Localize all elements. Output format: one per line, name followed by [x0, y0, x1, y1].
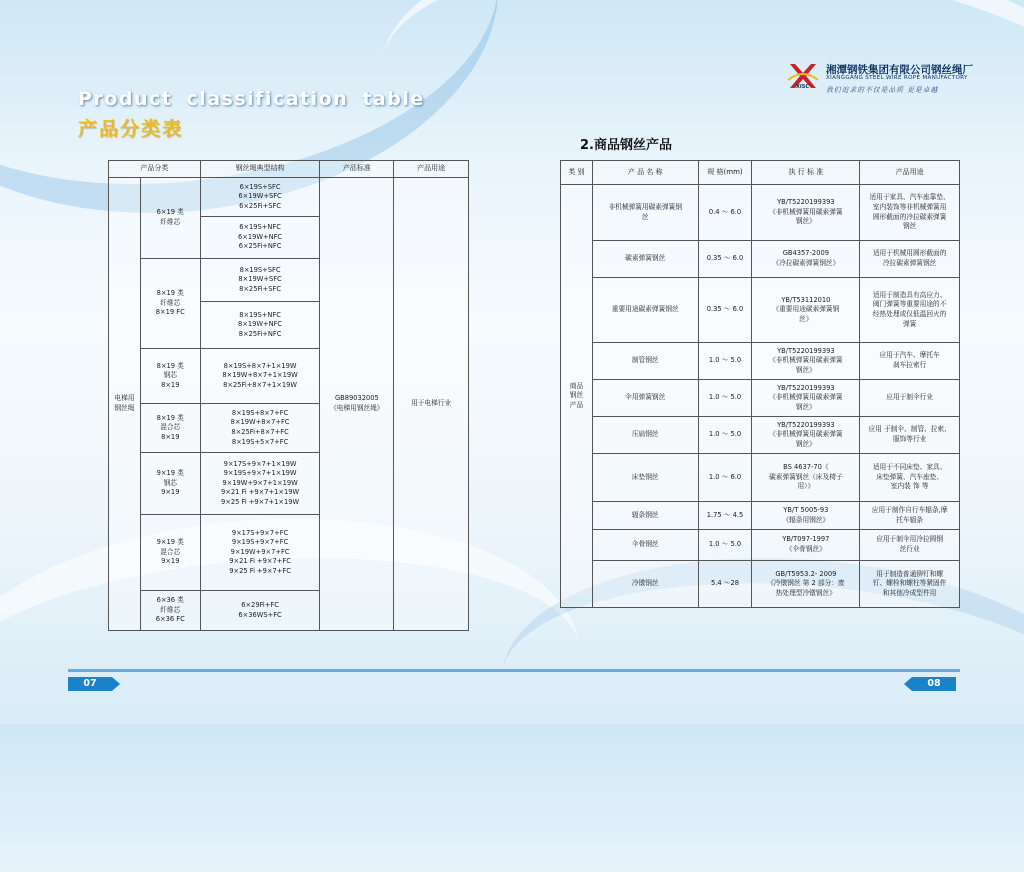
spec-cell: 1.75 ～ 4.5: [698, 502, 752, 530]
table-row: [561, 502, 960, 530]
usage-cell: 用于电梯行业: [394, 178, 469, 631]
product-name: 伞骨钢丝: [592, 530, 698, 561]
structure-cell: 8×19S+8×7+1×19W 8×19W+8×7+1×19W 8×25Fi+8×7+1×19W: [200, 349, 320, 404]
group-label: 9×19 类 钢芯 9×19: [140, 453, 200, 515]
usage-cell: 应用于制伞行业: [860, 380, 960, 417]
group-label: 6×36 类 纤维芯 6×36 FC: [140, 591, 200, 631]
group-label: 8×19 类 混合芯 8×19: [140, 404, 200, 453]
commercial-wire-table: [560, 160, 960, 608]
group-label: 6×19 类 纤维芯: [140, 178, 200, 259]
usage-cell: 应用于汽车、摩托车 刹车拉索行: [860, 343, 960, 380]
product-name: 床垫钢丝: [592, 454, 698, 502]
structure-cell: 6×19S+SFC 6×19W+SFC 6×25Fi+SFC: [200, 178, 320, 217]
spec-cell: 1.0 ～ 5.0: [698, 380, 752, 417]
footer-rule: [68, 669, 520, 672]
column-header: 产品分类: [109, 161, 201, 178]
page-number-left: 07: [68, 677, 112, 691]
table-header-row: [561, 161, 960, 185]
category-cell: 电梯用 钢丝绳: [109, 178, 141, 631]
structure-cell: 6×19S+NFC 6×19W+NFC 6×25Fi+NFC: [200, 217, 320, 259]
structure-cell: 8×19S+SFC 8×19W+SFC 8×25Fi+SFC: [200, 259, 320, 302]
product-name: 碳素弹簧钢丝: [592, 241, 698, 278]
table-row: [561, 278, 960, 343]
structure-cell: 8×19S+NFC 8×19W+NFC 8×25Fi+NFC: [200, 302, 320, 349]
product-name: 冷镦钢丝: [592, 561, 698, 608]
usage-cell: 应用于制伞用冷拉圆钢 丝行业: [860, 530, 960, 561]
product-name: 重要用途碳素弹簧钢丝: [592, 278, 698, 343]
usage-cell: 用于制造普通铆钉和螺 钉、螺栓和螺柱等紧固件 和其他冷成型件用: [860, 561, 960, 608]
company-name-cn: 湘潭钢铁集团有限公司钢丝绳厂: [826, 64, 973, 76]
spec-cell: 0.35 ～ 6.0: [698, 241, 752, 278]
spec-cell: 1.0 ～ 5.0: [698, 417, 752, 454]
spec-cell: 1.0 ～ 6.0: [698, 454, 752, 502]
product-name: 辐条钢丝: [592, 502, 698, 530]
page-title-chinese: 产品分类表: [78, 118, 184, 140]
column-header: 产品标准: [320, 161, 394, 178]
category-cell: 商品 钢丝 产品: [561, 185, 593, 608]
structure-cell: 9×17S+9×7+1×19W 9×19S+9×7+1×19W 9×19W+9×7+1×19W 9×21 Fi +9×7+1×19W 9×25 Fi +9×7+1×19W: [200, 453, 320, 515]
table-row: [561, 380, 960, 417]
table-row: [561, 241, 960, 278]
standard-cell: YB/T5220199393 《非机械弹簧用碳素弹簧 钢丝》: [752, 343, 860, 380]
standard-cell: YB/T097-1997 《伞骨钢丝》: [752, 530, 860, 561]
usage-cell: 适用于不同床垫、家具、 床垫弹簧、汽车座垫、 室内装 饰 等: [860, 454, 960, 502]
group-label: 9×19 类 混合芯 9×19: [140, 515, 200, 591]
company-logo: [786, 58, 996, 98]
product-name: 压扁钢丝: [592, 417, 698, 454]
spec-cell: 0.4 ～ 6.0: [698, 185, 752, 241]
column-header: 产 品 名 称: [592, 161, 698, 185]
spec-cell: 0.35 ～ 6.0: [698, 278, 752, 343]
standard-cell: BS 4637-70《 碳素弹簧钢丝（床及椅子 用）》: [752, 454, 860, 502]
usage-cell: 应用 于制伞、制管、拉索、 服饰等行业: [860, 417, 960, 454]
product-name: 制管钢丝: [592, 343, 698, 380]
spec-cell: 5.4 ～28: [698, 561, 752, 608]
column-header: 类 别: [561, 161, 593, 185]
standard-cell: YB/T5220199393 《非机械弹簧用碳素弹簧 钢丝》: [752, 417, 860, 454]
elevator-rope-table: [108, 160, 469, 631]
structure-cell: 9×17S+9×7+FC 9×19S+9×7+FC 9×19W+9×7+FC 9×21 Fi +9×7+FC 9×25 Fi +9×7+FC: [200, 515, 320, 591]
usage-cell: 适用于制造具有高应力、 阀门弹簧等重要用途的不 经热处理或仅低温回火的 弹簧: [860, 278, 960, 343]
company-slogan: 我们追求的不仅是品质 更是卓越: [826, 86, 939, 94]
standard-cell: YB/T5220199393 《非机械弹簧用碳素弹簧 钢丝》: [752, 185, 860, 241]
usage-cell: 应用于制作自行车辐条,摩 托车辐条: [860, 502, 960, 530]
standard-cell: GB89032005 《电梯用钢丝绳》: [320, 178, 394, 631]
company-name-en: XIANGGANG STEEL WIRE ROPE MANUFACTORY: [826, 75, 968, 81]
page-title-english: Product classification table: [78, 88, 425, 110]
column-header: 产品用途: [860, 161, 960, 185]
column-header: 钢丝绳典型结构: [200, 161, 320, 178]
column-header: 执 行 标 准: [752, 161, 860, 185]
product-name: 伞用弹簧钢丝: [592, 380, 698, 417]
table-row: [561, 530, 960, 561]
group-label: 8×19 类 钢芯 8×19: [140, 349, 200, 404]
standard-cell: YB/T53112010 《重要用途碳素弹簧钢 丝》: [752, 278, 860, 343]
table-row: [561, 561, 960, 608]
spec-cell: 1.0 ～ 5.0: [698, 530, 752, 561]
standard-cell: YB/T5220199393 《非机械弹簧用碳素弹簧 钢丝》: [752, 380, 860, 417]
usage-cell: 适用于家具、汽车座靠垫、 室内装饰等非机械弹簧用 圆形截面的冷拉碳素弹簧 钢丝: [860, 185, 960, 241]
company-abbr: XISC: [796, 84, 809, 90]
standard-cell: GB/T5953.2- 2009 《冷镦钢丝 第 2 部分：废 热处理型冷镦钢丝》: [752, 561, 860, 608]
group-label: 8×19 类 纤维芯 8×19 FC: [140, 259, 200, 349]
table-row: [561, 343, 960, 380]
table-row: [561, 417, 960, 454]
column-header: 规 格(mm): [698, 161, 752, 185]
structure-cell: 6×29Fi+FC 6×36WS+FC: [200, 591, 320, 631]
standard-cell: YB/T 5005-93 《辐条用钢丝》: [752, 502, 860, 530]
footer-rule: [512, 669, 960, 672]
table-row: [561, 185, 960, 241]
page-number-right: 08: [912, 677, 956, 691]
standard-cell: GB4357-2009 《冷拉碳素弹簧钢丝》: [752, 241, 860, 278]
usage-cell: 适用于机械用圆形截面的 冷拉碳素弹簧钢丝: [860, 241, 960, 278]
structure-cell: 8×19S+8×7+FC 8×19W+8×7+FC 8×25Fi+8×7+FC 8×19S+5×7+FC: [200, 404, 320, 453]
column-header: 产品用途: [394, 161, 469, 178]
table-header-row: [109, 161, 469, 178]
spec-cell: 1.0 ～ 5.0: [698, 343, 752, 380]
section-title: 2.商品钢丝产品: [580, 138, 672, 153]
product-name: 非机械弹簧用碳素弹簧钢 丝: [592, 185, 698, 241]
table-row: [561, 454, 960, 502]
